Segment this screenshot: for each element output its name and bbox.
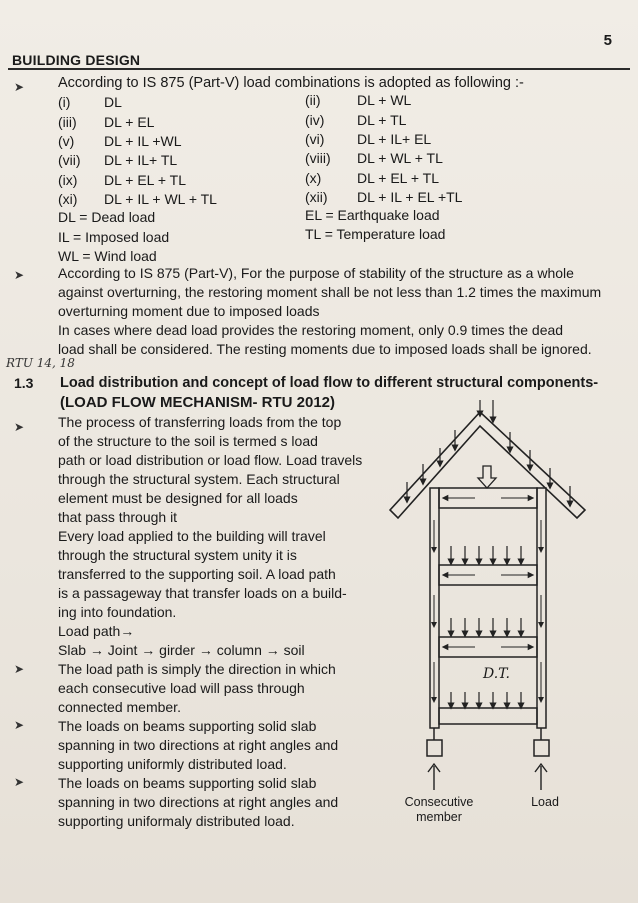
combo-num: (iii) bbox=[58, 114, 77, 130]
body-line: that pass through it bbox=[58, 509, 178, 525]
hollow-down-arrow bbox=[478, 466, 496, 488]
caption-line: Consecutive bbox=[404, 795, 474, 809]
body-line: supporting uniformly distributed load. bbox=[58, 756, 287, 772]
combo-num: (vi) bbox=[305, 131, 325, 147]
combo-val: DL bbox=[104, 94, 122, 110]
bullet-arrow-icon: ➤ bbox=[14, 775, 25, 789]
footings bbox=[427, 728, 549, 756]
body-line: transferred to the supporting soil. A load path bbox=[58, 566, 336, 582]
bullet-arrow-icon: ➤ bbox=[14, 718, 25, 732]
body-line: through the structural system. Each structural bbox=[58, 471, 340, 487]
section-number: 1.3 bbox=[14, 375, 34, 391]
combo-val: DL + TL bbox=[357, 112, 407, 128]
combo-num: (x) bbox=[305, 170, 322, 186]
load-flow-figure bbox=[385, 400, 600, 840]
body-line: ing into foundation. bbox=[58, 604, 177, 620]
stability-line: According to IS 875 (Part-V), For the purpose of stability of the structure as a whole bbox=[58, 265, 574, 281]
combo-val: DL + EL bbox=[104, 114, 155, 130]
section-heading-line1: Load distribution and concept of load flow to different structural components- bbox=[60, 375, 599, 391]
combo-val: DL + EL + TL bbox=[357, 170, 439, 186]
combo-num: (ii) bbox=[305, 92, 321, 108]
body-line: of the structure to the soil is termed s load bbox=[58, 433, 318, 449]
combo-val: DL + EL + TL bbox=[104, 172, 186, 188]
bullet-arrow-icon: ➤ bbox=[14, 420, 25, 434]
legend-el: EL = Earthquake load bbox=[305, 207, 440, 223]
body-line: connected member. bbox=[58, 699, 181, 715]
deadload-line: load shall be considered. The resting moments due to imposed loads shall be ignored. bbox=[58, 341, 592, 357]
body-line: spanning in two directions at right angles and bbox=[58, 794, 339, 810]
combo-val: DL + IL + EL +TL bbox=[357, 189, 463, 205]
body-line: through the structural system unity it is bbox=[58, 547, 297, 563]
header-rule bbox=[8, 68, 630, 70]
soil-reaction-arrows bbox=[428, 764, 547, 790]
legend-dl: DL = Dead load bbox=[58, 209, 156, 225]
body-line: path or load distribution or load flow. Load travels bbox=[58, 452, 363, 468]
intro-text: According to IS 875 (Part-V) load combinations is adopted as following :- bbox=[58, 75, 524, 91]
body-line: supporting uniformaly distributed load. bbox=[58, 813, 295, 829]
body-line: Every load applied to the building will travel bbox=[58, 528, 326, 544]
body-line: is a passageway that transfer loads on a build- bbox=[58, 585, 347, 601]
body-line: The process of transferring loads from the top bbox=[58, 414, 342, 430]
combo-val: DL + IL + WL + TL bbox=[104, 191, 217, 207]
body-line: element must be designed for all loads bbox=[58, 490, 298, 506]
legend-wl: WL = Wind load bbox=[58, 248, 157, 264]
bullet-arrow-icon: ➤ bbox=[14, 662, 25, 676]
legend-il: IL = Imposed load bbox=[58, 229, 170, 245]
combo-num: (xii) bbox=[305, 189, 328, 205]
body-line: The loads on beams supporting solid slab bbox=[58, 775, 317, 791]
combo-num: (xi) bbox=[58, 191, 78, 207]
combo-val: DL + IL+ EL bbox=[357, 131, 432, 147]
combo-val: DL + WL + TL bbox=[357, 150, 443, 166]
caption-load: Load bbox=[531, 795, 559, 809]
combo-num: (viii) bbox=[305, 150, 331, 166]
bullet-arrow-icon: ➤ bbox=[14, 80, 25, 94]
stability-line: against overturning, the restoring moment shall be not less than 1.2 times the maximum bbox=[58, 284, 602, 300]
beam-horizontal-arrows bbox=[445, 498, 531, 647]
body-line: Slab → Joint → girder → column → soil bbox=[58, 642, 305, 658]
combo-val: DL + IL+ TL bbox=[104, 152, 178, 168]
combo-val: DL + WL bbox=[357, 92, 412, 108]
deadload-line: In cases where dead load provides the restoring moment, only 0.9 times the dead bbox=[58, 322, 564, 338]
combo-num: (i) bbox=[58, 94, 71, 110]
body-line: spanning in two directions at right angles and bbox=[58, 737, 339, 753]
combo-val: DL + IL +WL bbox=[104, 133, 182, 149]
body-line: Load path→ bbox=[58, 623, 135, 639]
body-line: each consecutive load will pass through bbox=[58, 680, 305, 696]
beams bbox=[439, 488, 537, 724]
floor-load-arrows bbox=[451, 546, 521, 706]
combo-num: (v) bbox=[58, 133, 75, 149]
header-title: BUILDING DESIGN bbox=[12, 52, 141, 68]
legend-tl: TL = Temperature load bbox=[305, 226, 446, 242]
body-line: The loads on beams supporting solid slab bbox=[58, 718, 317, 734]
caption-consecutive-member bbox=[393, 795, 485, 825]
load-flow-diagram bbox=[385, 400, 600, 840]
stability-line: overturning moment due to imposed loads bbox=[58, 303, 320, 319]
bullet-arrow-icon: ➤ bbox=[14, 268, 25, 282]
roof bbox=[390, 412, 585, 518]
section-heading-line2: (LOAD FLOW MECHANISM- RTU 2012) bbox=[60, 394, 335, 411]
combo-num: (vii) bbox=[58, 152, 81, 168]
combo-num: (iv) bbox=[305, 112, 325, 128]
page-number: 5 bbox=[603, 32, 612, 49]
body-line: The load path is simply the direction in which bbox=[58, 661, 336, 677]
handwritten-note: RTU 14, 18 bbox=[6, 356, 75, 370]
columns bbox=[430, 488, 546, 728]
figure-handwritten-label: D.T. bbox=[483, 666, 510, 682]
caption-line: member bbox=[416, 810, 462, 824]
combo-num: (ix) bbox=[58, 172, 78, 188]
